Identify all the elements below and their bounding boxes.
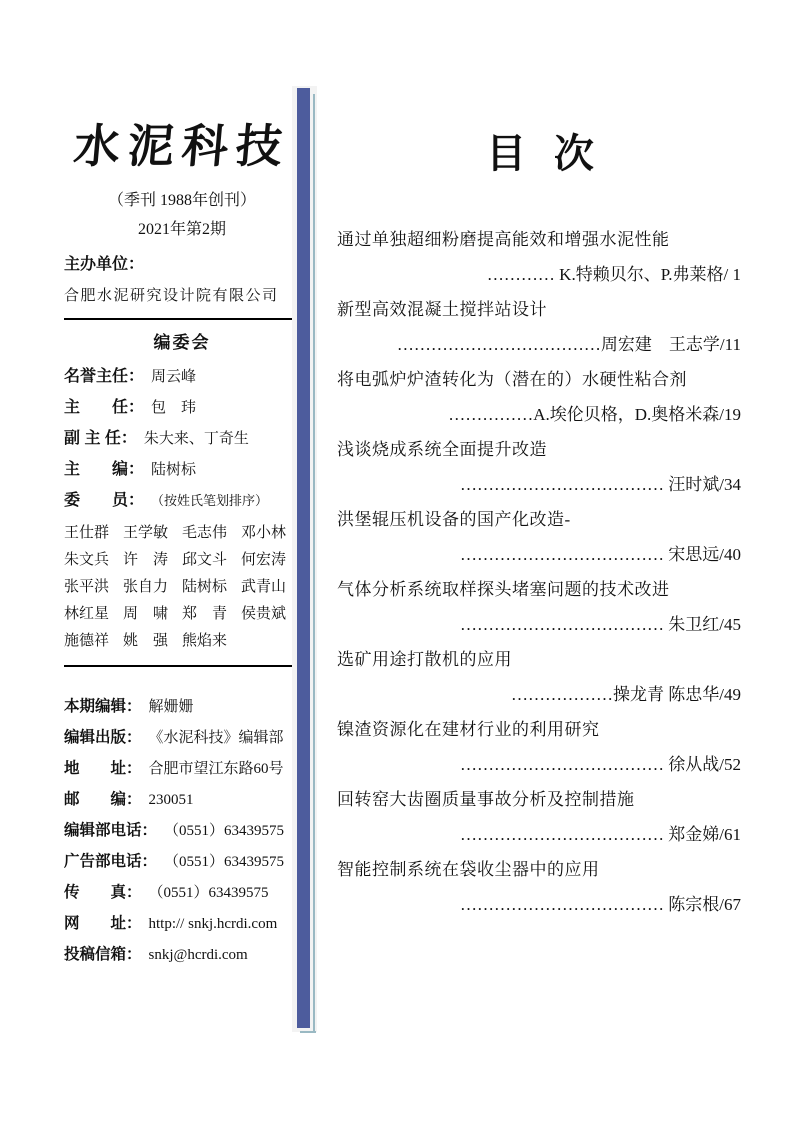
organizer-label: 主办单位： bbox=[64, 256, 145, 273]
left-column bbox=[64, 110, 300, 965]
journal-title: 水泥科技 bbox=[71, 119, 293, 173]
toc-entry-authors-page: ……………………………… 汪时斌/34 bbox=[460, 475, 741, 494]
toc-entry-title: 镍渣资源化在建材行业的利用研究 bbox=[337, 720, 600, 739]
member-name: 王学敏 bbox=[123, 525, 169, 541]
toc-entry-title: 气体分析系统取样探头堵塞问题的技术改进 bbox=[337, 580, 670, 599]
toc-entry-3 bbox=[337, 362, 743, 432]
horizontal-rule-bottom bbox=[64, 665, 300, 667]
toc-entry-title: 智能控制系统在袋收尘器中的应用 bbox=[337, 860, 600, 879]
board-row-label: 委 员： bbox=[64, 492, 145, 509]
board-row-value: 朱大来、丁奇生 bbox=[143, 431, 249, 447]
toc-entry-5 bbox=[337, 502, 743, 572]
board-row-value: （按姓氏笔划排序） bbox=[151, 493, 269, 508]
pub-row-value: 《水泥科技》编辑部 bbox=[148, 730, 284, 746]
pub-row-label: 邮 编： bbox=[64, 791, 142, 808]
pub-row-publisher bbox=[64, 728, 300, 748]
editorial-board-heading: 编委会 bbox=[153, 333, 211, 352]
toc-column bbox=[337, 130, 743, 922]
toc-entry-authors-page: ……………………………… 郑金娣/61 bbox=[460, 825, 741, 844]
toc-entry-title: 通过单独超细粉磨提高能效和增强水泥性能 bbox=[337, 230, 670, 249]
member-name: 王仕群 bbox=[64, 525, 110, 541]
pub-row-value: 合肥市望江东路60号 bbox=[148, 761, 284, 777]
toc-entry-title: 洪堡辊压机设备的国产化改造- bbox=[337, 510, 571, 529]
toc-entry-8 bbox=[337, 712, 743, 782]
toc-list bbox=[337, 222, 743, 922]
pub-row-submission-email bbox=[64, 945, 300, 965]
committee-members-grid bbox=[64, 523, 300, 651]
pub-row-label: 地 址： bbox=[64, 760, 142, 777]
toc-entry-7 bbox=[337, 642, 743, 712]
pub-row-address bbox=[64, 759, 300, 779]
board-row-label: 主 编： bbox=[64, 461, 145, 478]
pub-row-postcode bbox=[64, 790, 300, 810]
board-row-label: 名誉主任： bbox=[64, 368, 145, 385]
divider-shadow-vertical bbox=[313, 94, 315, 1032]
member-name: 何宏涛 bbox=[241, 552, 287, 568]
toc-entry-1 bbox=[337, 222, 743, 292]
member-name: 朱文兵 bbox=[64, 552, 110, 568]
toc-entry-authors-page: ………………操龙青 陈忠华/49 bbox=[511, 685, 741, 704]
board-row-label: 主 任： bbox=[64, 399, 145, 416]
pub-row-label: 投稿信箱： bbox=[64, 946, 142, 963]
board-row-chief-editor bbox=[64, 460, 300, 480]
board-row-value: 包 玮 bbox=[151, 400, 197, 416]
member-name: 侯贵斌 bbox=[241, 606, 287, 622]
toc-entry-title: 新型高效混凝土搅拌站设计 bbox=[337, 300, 547, 319]
board-row-label: 副 主 任： bbox=[64, 430, 137, 447]
organizer-name: 合肥水泥研究设计院有限公司 bbox=[64, 288, 279, 304]
pub-row-fax bbox=[64, 883, 300, 903]
toc-entry-title: 选矿用途打散机的应用 bbox=[337, 650, 512, 669]
toc-entry-authors-page: ………………………………周宏建 王志学/11 bbox=[396, 335, 741, 354]
toc-entry-authors-page: ……………………………… 陈宗根/67 bbox=[460, 895, 741, 914]
publication-info-rows bbox=[64, 697, 300, 965]
member-name: 张自力 bbox=[123, 579, 169, 595]
pub-row-website bbox=[64, 914, 300, 934]
board-row-director bbox=[64, 398, 300, 418]
member-name: 郑 青 bbox=[182, 606, 228, 622]
member-name: 陆树标 bbox=[182, 579, 228, 595]
member-name: 武青山 bbox=[241, 579, 287, 595]
pub-row-value: （0551）63439575 bbox=[164, 823, 285, 839]
pub-row-ad-phone bbox=[64, 852, 300, 872]
board-row-honorary-director bbox=[64, 367, 300, 387]
board-row-value: 周云峰 bbox=[151, 369, 197, 385]
member-name: 张平洪 bbox=[64, 579, 110, 595]
journal-subtitle: （季刊 1988年创刊） bbox=[107, 192, 256, 209]
divider-bar bbox=[297, 88, 310, 1028]
pub-row-website-url: http:// snkj.hcrdi.com bbox=[148, 916, 278, 932]
member-name: 邱文斗 bbox=[182, 552, 228, 568]
pub-row-value: （0551）63439575 bbox=[148, 885, 269, 901]
member-name: 施德祥 bbox=[64, 633, 110, 649]
toc-entry-authors-page: ………… K.特赖贝尔、P.弗莱格/ 1 bbox=[486, 265, 741, 284]
board-row-members-label bbox=[64, 491, 300, 511]
toc-entry-6 bbox=[337, 572, 743, 642]
pub-row-issue-editor bbox=[64, 697, 300, 717]
toc-entry-title: 浅谈烧成系统全面提升改造 bbox=[337, 440, 547, 459]
divider-shadow-horizontal bbox=[300, 1031, 316, 1033]
pub-row-editorial-phone bbox=[64, 821, 300, 841]
toc-entry-10 bbox=[337, 852, 743, 922]
member-name: 许 涛 bbox=[123, 552, 169, 568]
pub-row-label: 广告部电话： bbox=[64, 853, 158, 870]
member-name: 姚 强 bbox=[123, 633, 169, 649]
member-name: 邓小林 bbox=[241, 525, 287, 541]
member-name: 毛志伟 bbox=[182, 525, 228, 541]
toc-heading: 目 次 bbox=[486, 130, 594, 177]
pub-row-email-value: snkj@hcrdi.com bbox=[148, 947, 248, 963]
pub-row-value: （0551）63439575 bbox=[164, 854, 285, 870]
pub-row-value: 解姗姗 bbox=[148, 699, 194, 715]
toc-entry-title: 将电弧炉炉渣转化为（潜在的）水硬性粘合剂 bbox=[337, 370, 687, 389]
journal-issue: 2021年第2期 bbox=[137, 221, 226, 238]
pub-row-label: 本期编辑： bbox=[64, 698, 142, 715]
toc-entry-2 bbox=[337, 292, 743, 362]
toc-entry-authors-page: ……………………………… 朱卫红/45 bbox=[460, 615, 741, 634]
toc-entry-authors-page: ……………A.埃伦贝格，D.奥格米森/19 bbox=[448, 405, 741, 424]
pub-row-label: 编辑部电话： bbox=[64, 822, 158, 839]
toc-entry-title: 回转窑大齿圈质量事故分析及控制措施 bbox=[337, 790, 635, 809]
toc-entry-authors-page: ……………………………… 徐从战/52 bbox=[460, 755, 741, 774]
member-name: 林红星 bbox=[64, 606, 110, 622]
pub-row-label: 网 址： bbox=[64, 915, 142, 932]
horizontal-rule-top bbox=[64, 318, 300, 320]
board-row-deputy-director bbox=[64, 429, 300, 449]
toc-entry-9 bbox=[337, 782, 743, 852]
pub-row-label: 传 真： bbox=[64, 884, 142, 901]
toc-entry-4 bbox=[337, 432, 743, 502]
member-name: 周 啸 bbox=[123, 606, 169, 622]
toc-entry-authors-page: ……………………………… 宋思远/40 bbox=[460, 545, 741, 564]
editorial-board-rows bbox=[64, 367, 300, 511]
pub-row-label: 编辑出版： bbox=[64, 729, 142, 746]
board-row-value: 陆树标 bbox=[151, 462, 197, 478]
member-name: 熊焰来 bbox=[182, 633, 228, 649]
pub-row-value: 230051 bbox=[148, 792, 194, 808]
